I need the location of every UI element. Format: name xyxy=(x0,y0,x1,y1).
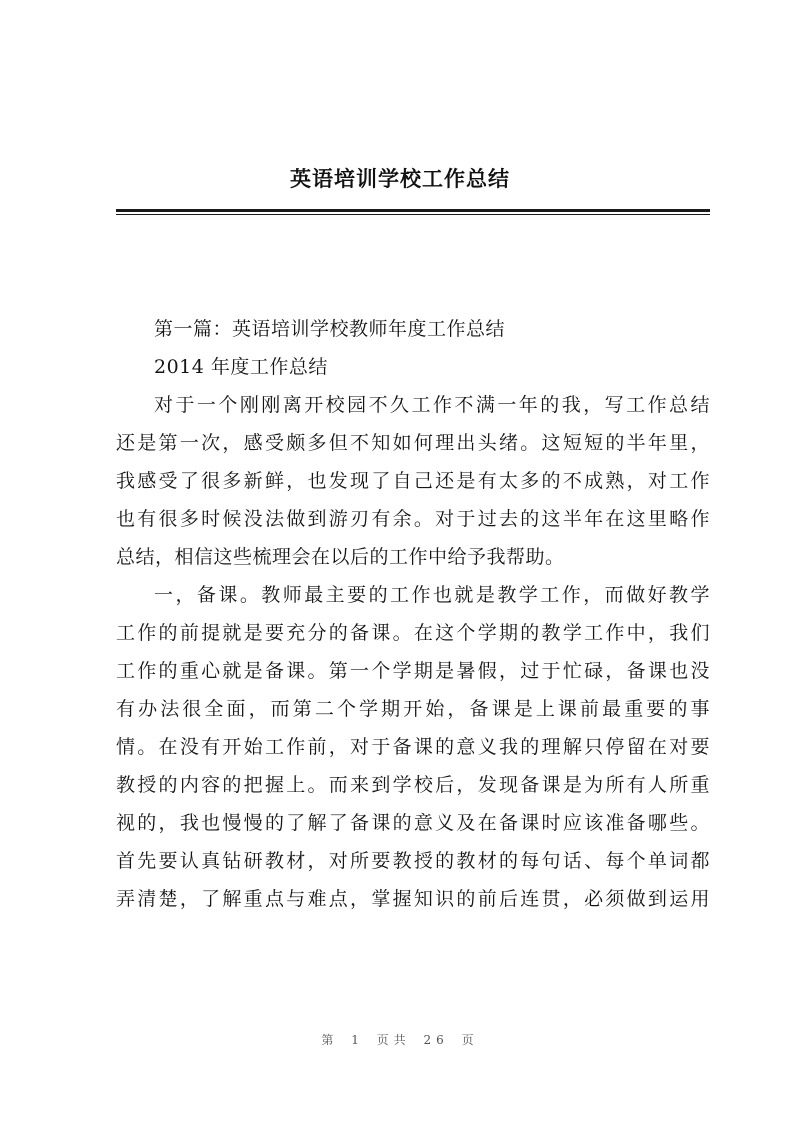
paragraph-line: 总结，相信这些梳理会在以后的工作中给予我帮助。 xyxy=(116,546,565,568)
document-body xyxy=(116,310,710,918)
paragraph-line: 弄清楚，了解重点与难点，掌握知识的前后连贯，必须做到运用 xyxy=(116,888,710,910)
paragraph-line: 对于一个刚刚离开校园不久工作不满一年的我，写工作总结 xyxy=(154,394,710,416)
paragraph-line: 一，备课。教师最主要的工作也就是教学工作，而做好教学 xyxy=(154,584,710,606)
paragraph-line: 教授的内容的把握上。而来到学校后，发现备课是为所有人所重 xyxy=(116,774,710,796)
paragraph-line: 情。在没有开始工作前，对于备课的意义我的理解只停留在对要 xyxy=(116,736,710,758)
paragraph-line: 我感受了很多新鲜，也发现了自己还是有太多的不成熟，对工作 xyxy=(116,470,710,492)
paragraph-line: 工作的前提就是要充分的备课。在这个学期的教学工作中，我们 xyxy=(116,622,710,644)
footer-total-pages: 26 xyxy=(423,1033,449,1047)
subheading: 2014 年度工作总结 xyxy=(154,356,328,378)
section-heading: 第一篇：英语培训学校教师年度工作总结 xyxy=(154,318,506,340)
paragraph-line: 有办法很全面，而第二个学期开始，备课是上课前最重要的事 xyxy=(116,698,710,720)
title-rule-thin xyxy=(116,214,710,215)
paragraph-line: 首先要认真钻研教材，对所要教授的教材的每句话、每个单词都 xyxy=(116,850,710,872)
footer-suffix: 页 xyxy=(461,1033,479,1047)
footer-prefix: 第 xyxy=(321,1033,339,1047)
paragraph-line: 也有很多时候没法做到游刃有余。对于过去的这半年在这里略作 xyxy=(116,508,710,530)
paragraph-line: 视的，我也慢慢的了解了备课的意义及在备课时应该准备哪些。 xyxy=(116,812,710,834)
paragraph-line: 工作的重心就是备课。第一个学期是暑假，过于忙碌，备课也没 xyxy=(116,660,710,682)
title-rule-thick xyxy=(116,209,710,212)
footer-page-number: 1 xyxy=(351,1033,364,1047)
paragraph-line: 还是第一次，感受颇多但不知如何理出头绪。这短短的半年里， xyxy=(116,432,710,454)
document-title: 英语培训学校工作总结 xyxy=(290,166,510,191)
footer-middle: 页共 xyxy=(376,1033,411,1047)
page-footer xyxy=(0,1031,800,1048)
